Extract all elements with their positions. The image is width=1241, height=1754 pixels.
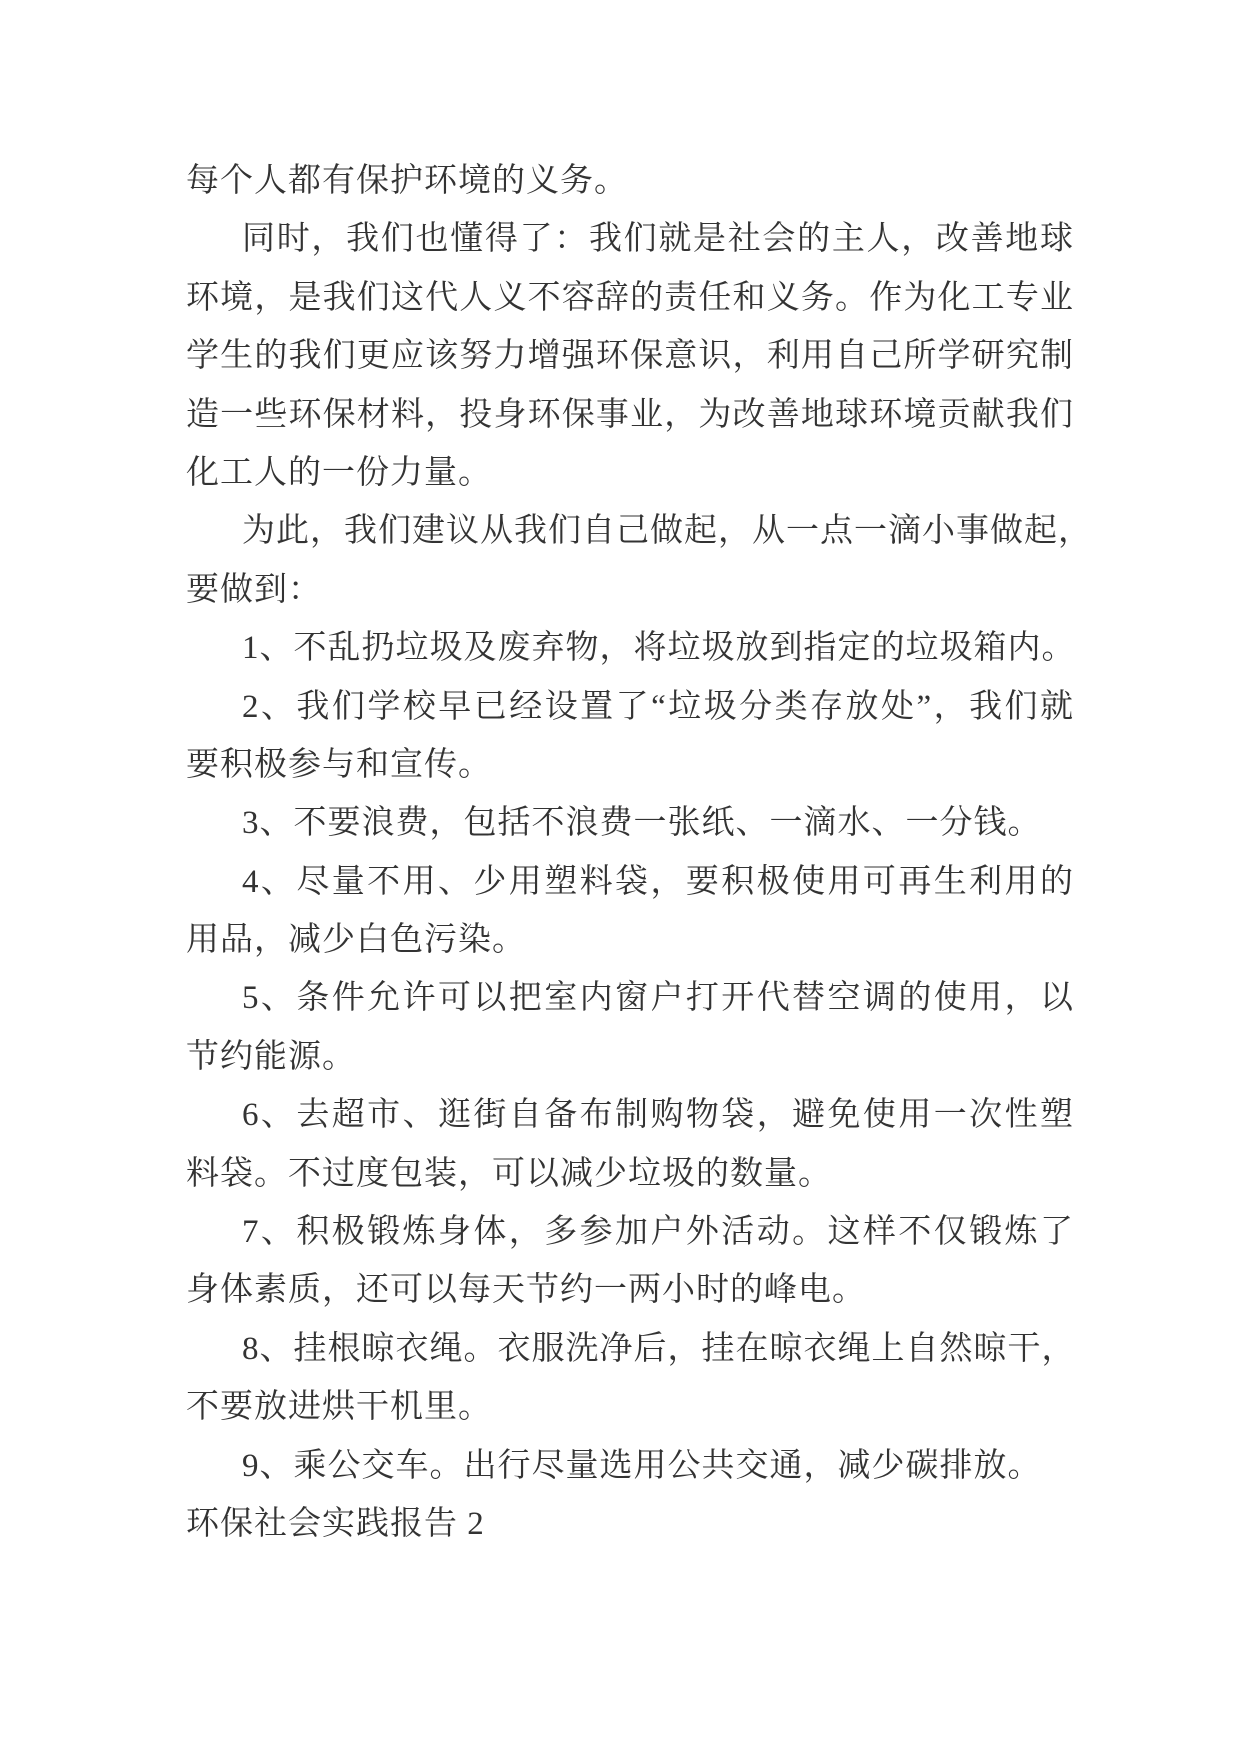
text-line: 节约能源。 <box>186 1038 356 1075</box>
text-line: 不要放进烘干机里。 <box>186 1389 492 1426</box>
text-line: 要做到： <box>186 571 322 608</box>
text-line: 为此，我们建议从我们自己做起，从一点一滴小事做起， <box>242 513 1092 550</box>
document-body <box>186 152 1092 1553</box>
text-line: 2、我们学校早已经设置了“垃圾分类存放处”，我们就 <box>242 688 1074 725</box>
text-line: 5、条件允许可以把室内窗户打开代替空调的使用，以 <box>242 980 1074 1017</box>
text-line: 造一些环保材料，投身环保事业，为改善地球环境贡献我们 <box>186 396 1074 433</box>
text-line: 8、挂根晾衣绳。衣服洗净后，挂在晾衣绳上自然晾干， <box>242 1330 1076 1367</box>
text-line: 1、不乱扔垃圾及废弃物，将垃圾放到指定的垃圾箱内。 <box>242 630 1076 667</box>
text-line: 4、尽量不用、少用塑料袋，要积极使用可再生利用的 <box>242 863 1074 900</box>
text-line: 每个人都有保护环境的义务。 <box>186 163 628 199</box>
text-line: 要积极参与和宣传。 <box>186 746 492 783</box>
text-line: 3、不要浪费，包括不浪费一张纸、一滴水、一分钱。 <box>242 805 1042 842</box>
text-line: 7、积极锻炼身体，多参加户外活动。这样不仅锻炼了 <box>242 1214 1074 1251</box>
text-line: 9、乘公交车。出行尽量选用公共交通，减少碳排放。 <box>242 1447 1042 1484</box>
text-line: 环保社会实践报告 2 <box>186 1505 485 1542</box>
text-line: 料袋。不过度包装，可以减少垃圾的数量。 <box>186 1155 832 1192</box>
text-line: 化工人的一份力量。 <box>186 454 492 491</box>
text-line: 学生的我们更应该努力增强环保意识，利用自己所学研究制 <box>186 338 1074 375</box>
text-line: 同时，我们也懂得了：我们就是社会的主人，改善地球 <box>242 221 1074 258</box>
text-line: 用品，减少白色污染。 <box>186 922 526 959</box>
text-line: 6、去超市、逛街自备布制购物袋，避免使用一次性塑 <box>242 1097 1074 1134</box>
text-line: 身体素质，还可以每天节约一两小时的峰电。 <box>186 1272 866 1309</box>
text-line: 环境，是我们这代人义不容辞的责任和义务。作为化工专业 <box>186 279 1074 316</box>
